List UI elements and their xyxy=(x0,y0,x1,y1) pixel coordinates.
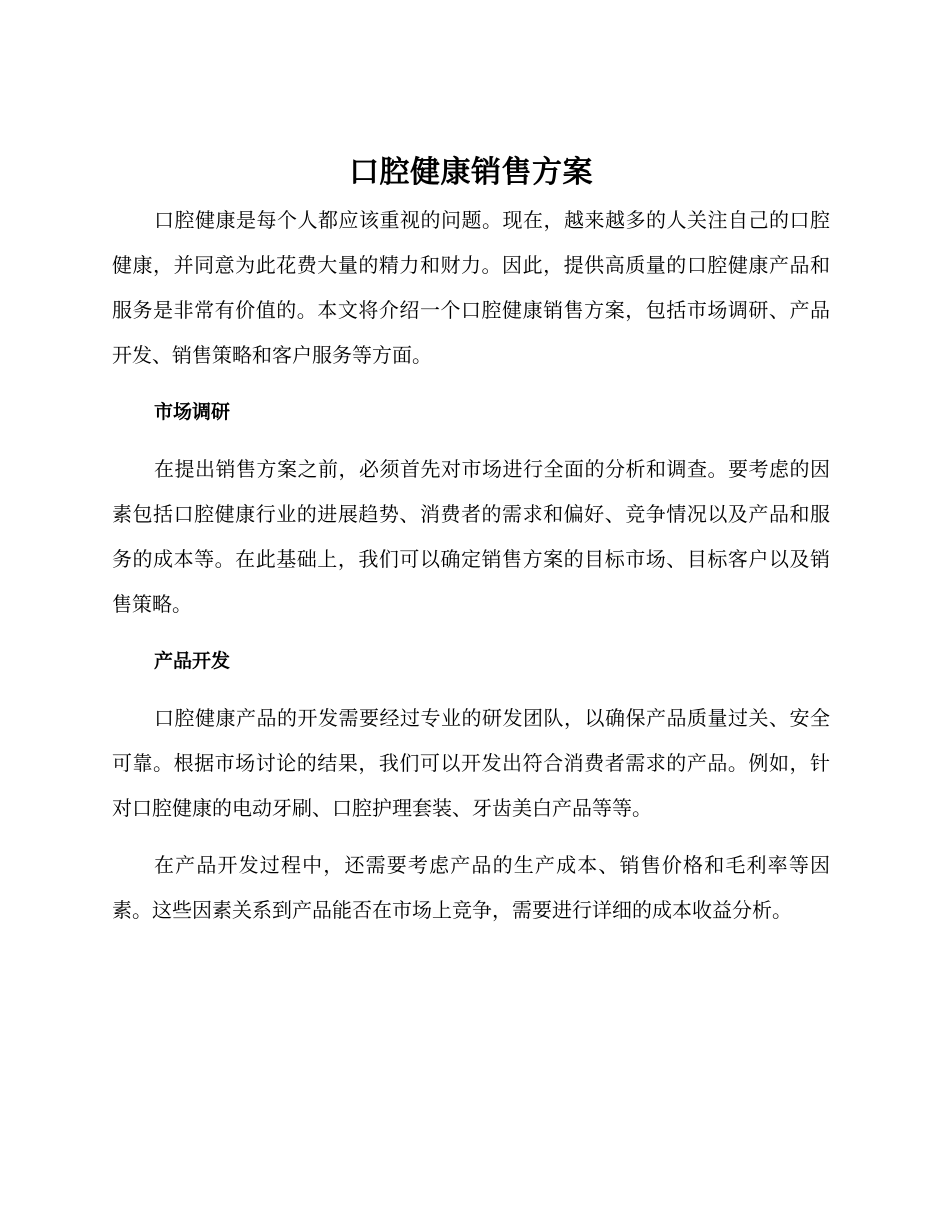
document-body xyxy=(112,148,830,933)
document-title: 口腔健康销售方案 xyxy=(349,155,593,190)
intro-paragraph: 口腔健康是每个人都应该重视的问题。现在，越来越多的人关注自己的口腔健康，并同意为此花费大量的精力和财力。因此，提供高质量的口腔健康产品和服务是非常有价值的。本文将介绍一个口腔健康销售方案，包括市场调研、产品开发、销售策略和客户服务等方面。 xyxy=(112,208,830,367)
market-research-paragraph: 在提出销售方案之前，必须首先对市场进行全面的分析和调查。要考虑的因素包括口腔健康行业的进展趋势、消费者的需求和偏好、竞争情况以及产品和服务的成本等。在此基础上，我们可以确定销售方案的目标市场、目标客户以及销售策略。 xyxy=(112,457,830,616)
section-heading-market-research: 市场调研 xyxy=(154,401,231,423)
product-development-paragraph-1: 口腔健康产品的开发需要经过专业的研发团队，以确保产品质量过关、安全可靠。根据市场讨论的结果，我们可以开发出符合消费者需求的产品。例如，针对口腔健康的电动牙刷、口腔护理套装、牙齿美白产品等等。 xyxy=(112,706,830,820)
section-heading-product-development: 产品开发 xyxy=(154,650,231,672)
product-development-paragraph-2: 在产品开发过程中，还需要考虑产品的生产成本、销售价格和毛利率等因素。这些因素关系到产品能否在市场上竞争，需要进行详细的成本收益分析。 xyxy=(112,853,830,922)
